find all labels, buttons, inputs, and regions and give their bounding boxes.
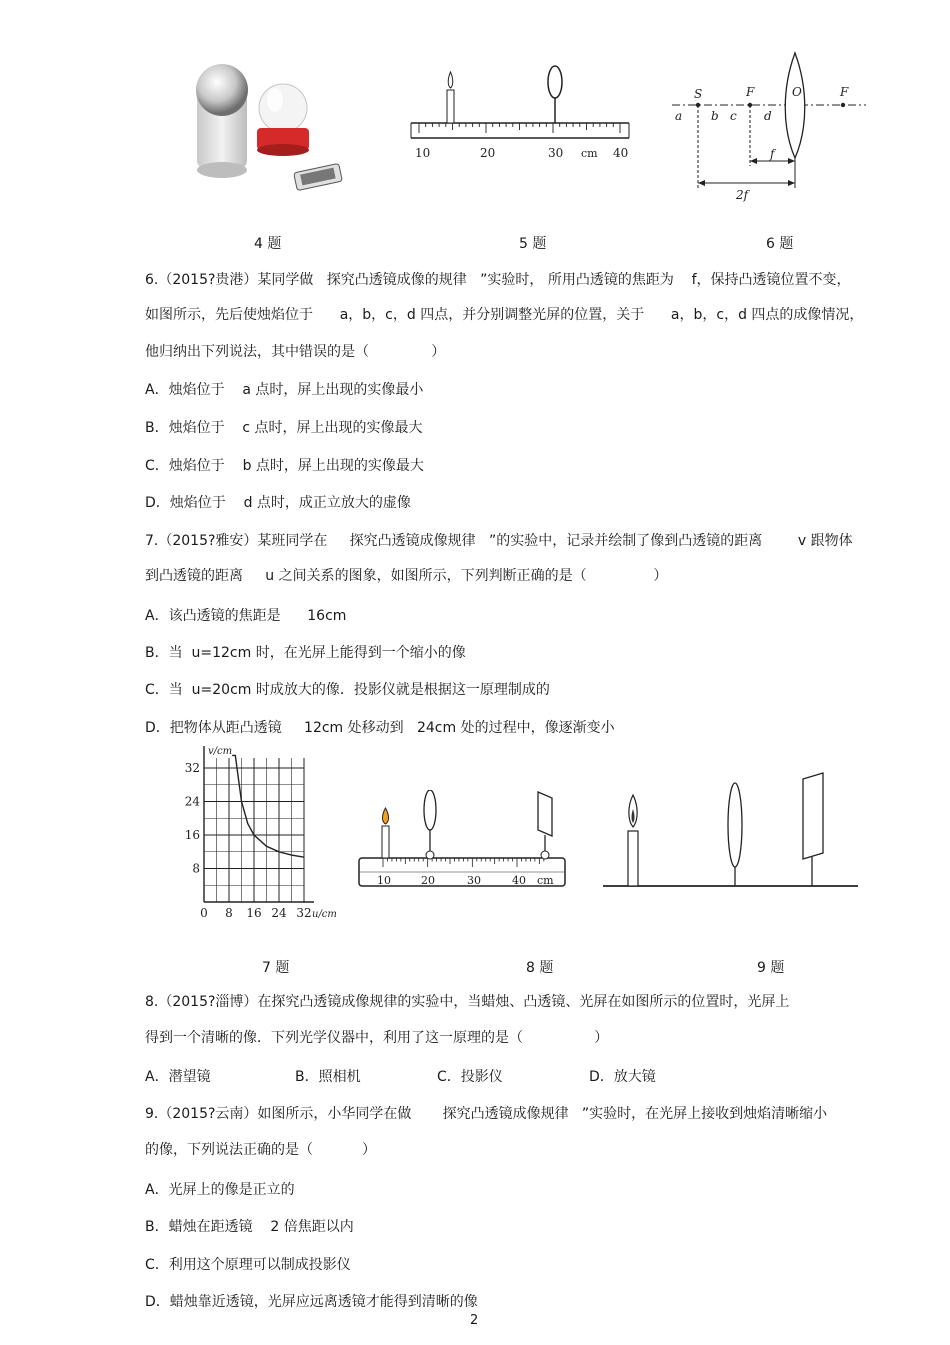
q6-option-a: A．烛焰位于 a 点时，屏上出现的实像最小 xyxy=(145,382,424,398)
q7-option-b: B．当 u=12cm 时，在光屏上能得到一个缩小的像 xyxy=(145,645,466,661)
q7-option-a: A．该凸透镜的焦距是 16cm xyxy=(145,608,347,624)
y-axis-label: v/cm xyxy=(208,746,233,757)
label-a: a xyxy=(675,109,683,123)
x-tick-label: 0 xyxy=(200,906,208,920)
fig5-caption: 5 题 xyxy=(519,236,547,252)
q9-stem-line-2: 的像，下列说法正确的是（ ） xyxy=(145,1142,376,1158)
y-tick-label: 8 xyxy=(192,861,200,876)
q6-option-d: D．烛焰位于 d 点时，成正立放大的虚像 xyxy=(145,495,411,511)
fig8-unit: cm xyxy=(537,874,554,887)
q8-option-c: C．投影仪 xyxy=(437,1069,503,1085)
fig8-tick-label-30: 30 xyxy=(467,874,481,887)
q7-stem-line-2: 到凸透镜的距离 u 之间关系的图象，如图所示，下列判断正确的是（ ） xyxy=(145,568,668,584)
q6-stem-line-2: 如图所示，先后使烛焰位于 a，b，c，d 四点，并分别调整光屏的位置，关于 a，b，c，d 四点的成像情况， xyxy=(145,307,864,323)
figure-9-setup xyxy=(600,765,860,895)
fig5-tick-label-40: 40 xyxy=(613,146,629,160)
q9-option-b: B．蜡烛在距透镜 2 倍焦距以内 xyxy=(145,1219,354,1235)
q6-option-c: C．烛焰位于 b 点时，屏上出现的实像最大 xyxy=(145,458,424,474)
y-tick-label: 32 xyxy=(184,761,200,775)
label-f: f xyxy=(770,147,775,161)
fig4-caption: 4 题 xyxy=(254,236,282,252)
q9-option-d: D．蜡烛靠近透镜，光屏应远离透镜才能得到清晰的像 xyxy=(145,1294,478,1310)
label-c: c xyxy=(730,109,737,123)
q9-stem-line-1: 9.（2015?云南）如图所示，小华同学在做 探究凸透镜成像规律 ”实验时，在光屏上接收到烛焰清晰缩小 xyxy=(145,1106,828,1122)
series-line-0 xyxy=(232,755,304,857)
q8-option-d: D．放大镜 xyxy=(589,1069,656,1085)
q6-stem-line-1: 6.（2015?贵港）某同学做 探究凸透镜成像的规律 ”实验时， 所用凸透镜的焦距为 f，保持凸透镜位置不变， xyxy=(145,272,851,288)
q7-stem-line-1: 7.（2015?雅安）某班同学在 探究凸透镜成像规律 ”的实验中，记录并绘制了像到凸透镜的距离 v 跟物体 xyxy=(145,533,853,549)
y-tick-label: 16 xyxy=(184,828,200,842)
figure-8-optical-bench xyxy=(355,790,570,900)
q6-stem-line-3: 他归纳出下列说法，其中错误的是（ ） xyxy=(145,344,446,360)
fig5-tick-label-20: 20 xyxy=(480,146,496,160)
x-axis-label: u/cm xyxy=(312,909,337,920)
y-tick-label: 24 xyxy=(184,794,200,809)
label-2f: 2f xyxy=(736,188,749,202)
q7-option-c: C．当 u=20cm 时成放大的像．投影仪就是根据这一原理制成的 xyxy=(145,682,550,698)
x-tick-label: 16 xyxy=(246,906,262,920)
x-tick-label: 32 xyxy=(296,906,312,920)
fig8-caption: 8 题 xyxy=(526,960,554,976)
fig8-tick-label-20: 20 xyxy=(421,874,435,887)
label-S: S xyxy=(694,87,703,101)
figure-4-lens-photo xyxy=(185,60,350,195)
q9-option-c: C．利用这个原理可以制成投影仪 xyxy=(145,1257,351,1273)
label-O: O xyxy=(792,85,802,99)
label-b: b xyxy=(711,109,719,123)
figure-6-lens-diagram xyxy=(668,48,868,208)
label-F-left: F xyxy=(746,85,755,99)
figure-7-v-u-chart xyxy=(180,742,350,932)
label-d: d xyxy=(764,109,772,123)
x-tick-label: 8 xyxy=(225,906,233,920)
q6-option-b: B．烛焰位于 c 点时，屏上出现的实像最大 xyxy=(145,420,423,436)
q8-stem-line-1: 8.（2015?淄博）在探究凸透镜成像规律的实验中，当蜡烛、凸透镜、光屏在如图所示的位置时，光屏上 xyxy=(145,994,790,1010)
figure-5-optical-bench xyxy=(405,60,635,165)
fig5-unit: cm xyxy=(581,147,598,160)
fig5-tick-label-10: 10 xyxy=(415,146,431,160)
label-F-right: F xyxy=(840,85,849,99)
fig6-caption: 6 题 xyxy=(766,236,794,252)
fig8-tick-label-40: 40 xyxy=(512,874,526,887)
page-number: 2 xyxy=(470,1313,479,1328)
q8-stem-line-2: 得到一个清晰的像．下列光学仪器中，利用了这一原理的是（ ） xyxy=(145,1030,609,1046)
q8-option-a: A．潜望镜 xyxy=(145,1069,211,1085)
fig8-tick-label-10: 10 xyxy=(377,874,391,887)
q7-option-d: D．把物体从距凸透镜 12cm 处移动到 24cm 处的过程中，像逐渐变小 xyxy=(145,720,615,736)
q9-option-a: A．光屏上的像是正立的 xyxy=(145,1182,295,1198)
fig7-caption: 7 题 xyxy=(262,960,290,976)
x-tick-label: 24 xyxy=(271,906,287,920)
q8-option-b: B．照相机 xyxy=(295,1069,361,1085)
fig9-caption: 9 题 xyxy=(757,960,785,976)
fig5-tick-label-30: 30 xyxy=(548,146,564,160)
